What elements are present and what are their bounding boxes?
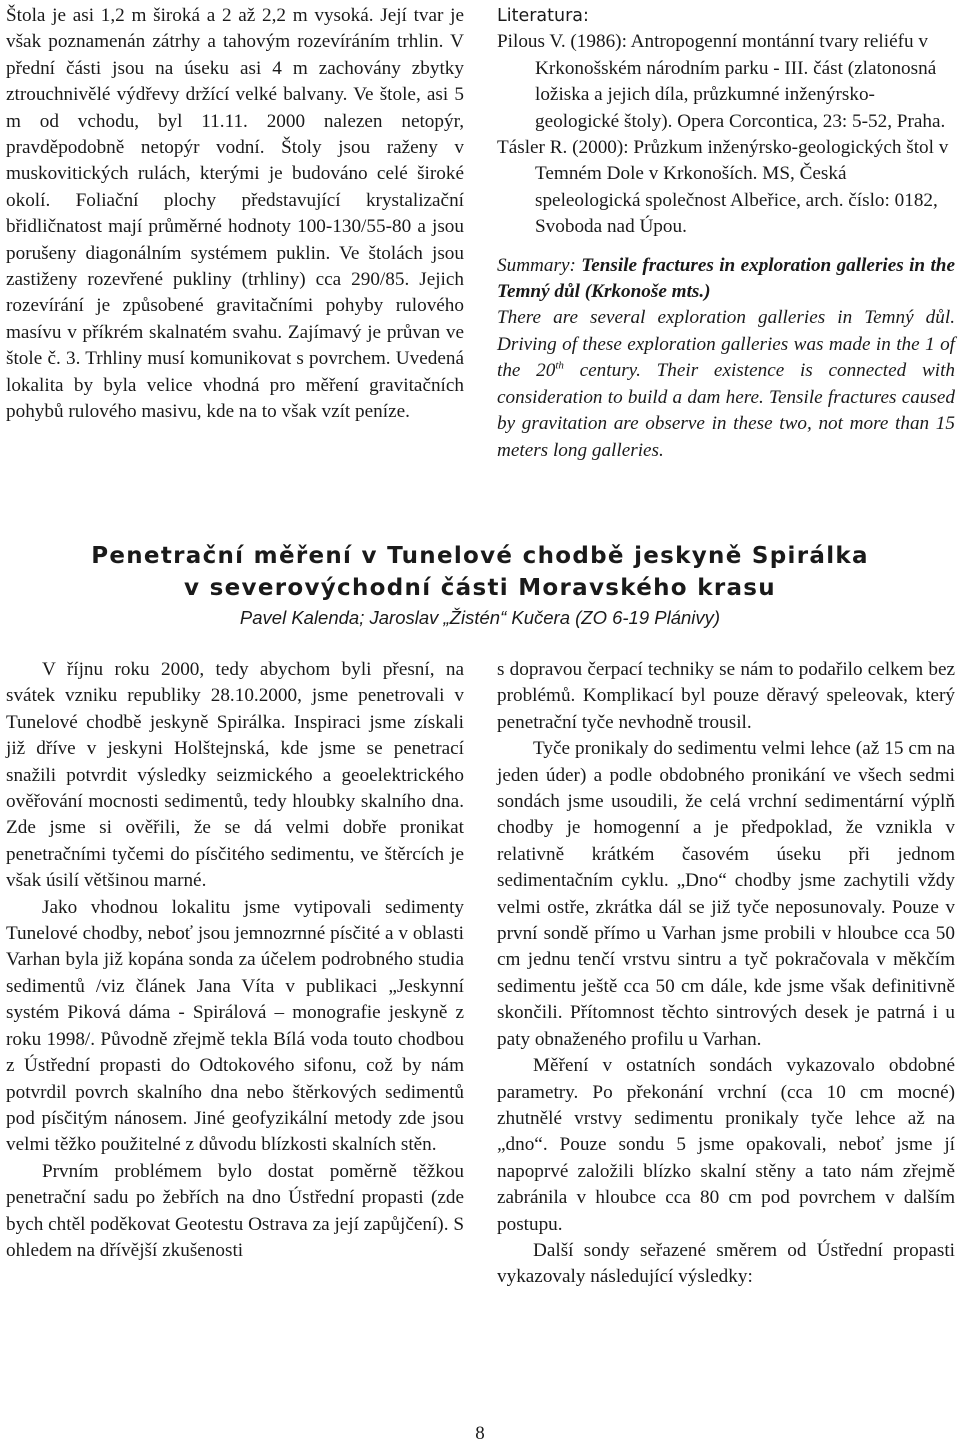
article-body-right-column	[497, 657, 955, 1291]
summary-label: Summary:	[497, 254, 576, 276]
summary-paragraph	[497, 253, 955, 464]
summary-title: Tensile fractures in exploration galleries in the Temný důl (Krkonoše mts.)	[497, 254, 955, 303]
body-paragraph: s dopravou čerpací techniky se nám to podařilo celkem bez problémů. Komplikací byl pouze děravý speleovak, který penetrační tyče nevhodně trousil.	[497, 659, 955, 733]
article-title	[0, 540, 960, 604]
page-number: 8	[475, 1423, 485, 1444]
article-body-left-column	[6, 657, 464, 1264]
body-paragraph: Tyče pronikaly do sedimentu velmi lehce (až 15 cm na jeden úder) a podle obdobného pronikání ve všech sedmi sondách jsme usoudili, že celá vrchní sedimentární výplň chodby je homogenní a je předpoklad, že vznikla v relativně krátkém časovém úseku při jednom sedimentačním cyklu. „Dno“ chodby jsme zachytili vždy velmi ostře, zkrátka dál se již tyče neposunovaly. Pouze v první sondě přímo u Varhan jsme probili v hloubce cca 50 cm jednu tenčí vrstvu sintru a tyč pokračovala v měkčím sedimentu ještě cca 50 cm dále, kde jsme však definitivně skončili. Přítomnost těchto sintrových desek je patrná i u paty obnaženého profilu u Varhan.	[497, 738, 955, 1050]
top-left-column	[6, 3, 464, 426]
article-authors: Pavel Kalenda; Jaroslav „Žistén“ Kučera (ZO 6-19 Plánivy)	[239, 607, 721, 628]
gallery-description-paragraph: Štola je asi 1,2 m široká a 2 až 2,2 m vysoká. Její tvar je však poznamenán zátrhy a tahovým rozevíráním trhlin. V přední části jsou na úseku asi 4 m zachovány zbytky ztrouchnivělé výdřevy držící velké balvany. Ve štole, asi 5 m od vchodu, byl 11.11. 2000 nalezen netopýr, pravděpodobně netopýr vodní. Štoly jsou raženy v muskovitických rulách, kterými je budováno celé široké okolí. Foliační plochy představující krystalizační břidličnatost mají průměrné hodnoty 100-130/55-80 a jsou porušeny diagonálním systémem puklin. Ve štolách jsou zastiženy rozevřené pukliny (trhliny) cca 290/85. Jejich rozevírání je způsobené gravitačními pohyby rulového masívu v příkrém skalnatém svahu. Zajímavý je průvan ve štole č. 3. Trhliny musí komunikovat s povrchem. Uvedená lokalita by byla velice vhodná pro měření gravitačních pohybů rulového masivu, kde na to však vzít peníze.	[6, 5, 464, 423]
summary-text: There are several exploration galleries in Temný důl. Driving of these exploration galleries was made in the 1 of the 20	[497, 307, 955, 382]
article-title-line: v severovýchodní části Moravského krasu	[184, 575, 776, 601]
body-paragraph: Další sondy seřazené směrem od Ústřední propasti vykazovaly následující výsledky:	[497, 1239, 955, 1288]
literature-reference: Pilous V. (1986): Antropogenní montánní tvary reliéfu v Krkonošském národním parku - III. část (zlatonosná ložiska a jejich díla, průzkumné inženýrsko-geologické štoly). Opera Corcontica, 23: 5-52, Praha.	[497, 31, 946, 132]
body-paragraph: Jako vhodnou lokalitu jsme vytipovali sedimenty Tunelové chodby, neboť jsou jemnozrnné písčité a v oblasti Varhan byla již kopána sonda za účelem podrobného studia sedimentů /viz článek Jana Víta v publikaci „Jeskynní systém Piková dáma - Spirálová – monografie jeskyně z roku 1998/. Původně zřejmě tekla Bílá voda touto chodbou z Ústřední propasti do Odtokového sifonu, což by nám potvrdil povrch skalního dna nebo štěrkových sedimentů pod písčitým nánosem. Jiné geofyzikální metody zde jsou velmi těžko použitelné z důvodu blízkosti skalních stěn.	[6, 896, 464, 1156]
body-paragraph: Prvním problémem bylo dostat poměrně těžkou penetrační sadu po žebřích na dno Ústřední propasti (zde bych chtěl poděkovat Geotestu Ostrava za její zapůjčení). S ohledem na dřívější zkušenosti	[6, 1160, 464, 1261]
body-paragraph: Měření v ostatních sondách vykazovalo obdobné parametry. Po překonání vrchní (cca 10 cm mocné) zhutnělé vrstvy sedimentu pronikaly tyče lehce až na „dno“. Pouze sondu 5 jsme opakovali, neboť jsme jí napoprvé založili blízko skalní stěny a tato nám zřejmě zabránila v hloubce cca 80 cm pod povrchem v dalším postupu.	[497, 1055, 955, 1235]
body-paragraph: V říjnu roku 2000, tedy abychom byli přesní, na svátek vzniku republiky 28.10.2000, jsme penetrovali v Tunelové chodbě jeskyně Spirálka. Inspiraci jsme získali již dříve v jeskyni Holštejnská, kde jsme se penetrací snažili potvrdit výsledky seizmického a geoelektrického ověřování mocnosti sedimentů, tedy hloubky skalního dna. Zde jsme si ověřili, že se dá velmi dobře pronikat penetračními tyčemi do písčitého sedimentu, ve štěrcích je však úsilí většinou marné.	[6, 659, 464, 892]
summary-superscript: th	[555, 359, 564, 372]
literature-heading: Literatura:	[497, 6, 589, 26]
article-title-line: Penetrační měření v Tunelové chodbě jeskyně Spirálka	[91, 543, 869, 569]
literature-reference: Tásler R. (2000): Průzkum inženýrsko-geologických štol v Temném Dole v Krkonoších. MS, Česká speleologická společnost Albeřice, arch. číslo: 0182, Svoboda nad Úpou.	[497, 137, 949, 238]
top-right-column	[497, 3, 955, 464]
summary-text-end: century. Their existence is connected with consideration to build a dam here. Tensile fractures caused by gravitation are observe in these two, not more than 15 meters long galleries.	[497, 360, 955, 461]
